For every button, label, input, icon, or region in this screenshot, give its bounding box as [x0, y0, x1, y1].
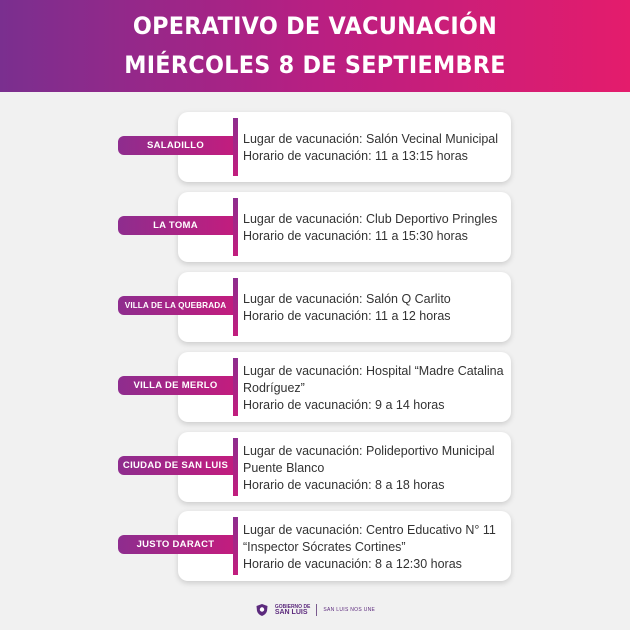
page-title: OPERATIVO DE VACUNACIÓN — [132, 12, 498, 40]
entry-details — [243, 363, 505, 414]
accent-bar — [233, 438, 238, 496]
horario-line: Horario de vacunación: 9 a 14 horas — [243, 398, 445, 412]
vaccination-entry — [0, 432, 630, 502]
horario-line: Horario de vacunación: 11 a 15:30 horas — [243, 229, 468, 243]
entry-details — [243, 211, 505, 245]
horario-line: Horario de vacunación: 11 a 12 horas — [243, 309, 451, 323]
footer-divider — [316, 604, 317, 616]
lugar-line: Lugar de vacunación: Centro Educativo N° 11 — [243, 523, 496, 537]
vaccination-entry — [0, 192, 630, 262]
vaccination-entry — [0, 272, 630, 342]
entry-details — [243, 522, 505, 573]
footer-tagline: SAN LUIS NOS UNE — [323, 606, 376, 613]
location-tab: SALADILLO — [118, 136, 233, 155]
lugar-line: Lugar de vacunación: Hospital “Madre Catalina — [243, 364, 504, 378]
vaccination-entry — [0, 511, 630, 581]
vaccination-entry — [0, 112, 630, 182]
location-tab: CIUDAD DE SAN LUIS — [118, 456, 233, 475]
accent-bar — [233, 358, 238, 416]
horario-line: Horario de vacunación: 8 a 12:30 horas — [243, 557, 462, 571]
vaccination-entry — [0, 352, 630, 422]
lugar-line: “Inspector Sócrates Cortines” — [243, 540, 406, 554]
logo-bottom-text: SAN LUIS — [274, 608, 308, 616]
lugar-line: Lugar de vacunación: Salón Q Carlito — [243, 292, 451, 306]
location-tab: LA TOMA — [118, 216, 233, 235]
accent-bar — [233, 278, 238, 336]
header-banner — [0, 0, 630, 92]
accent-bar — [233, 198, 238, 256]
horario-line: Horario de vacunación: 11 a 13:15 horas — [243, 149, 468, 163]
page-subtitle: MIÉRCOLES 8 DE SEPTIEMBRE — [124, 51, 506, 79]
footer-logo — [0, 597, 630, 622]
entry-details — [243, 443, 505, 494]
location-tab: VILLA DE MERLO — [118, 376, 233, 395]
lugar-line: Lugar de vacunación: Polideportivo Municipal — [243, 444, 495, 458]
lugar-line: Rodríguez” — [243, 381, 305, 395]
lugar-line: Lugar de vacunación: Salón Vecinal Municipal — [243, 132, 499, 146]
entry-details — [243, 291, 505, 325]
accent-bar — [233, 118, 238, 176]
location-tab: JUSTO DARACT — [118, 535, 233, 554]
shield-icon — [255, 603, 269, 617]
lugar-line: Puente Blanco — [243, 461, 325, 475]
horario-line: Horario de vacunación: 8 a 18 horas — [243, 478, 445, 492]
entry-details — [243, 131, 505, 165]
government-logo-text — [275, 604, 311, 616]
location-tab: VILLA DE LA QUEBRADA — [118, 296, 233, 315]
accent-bar — [233, 517, 238, 575]
lugar-line: Lugar de vacunación: Club Deportivo Pringles — [243, 212, 498, 226]
logo-top-text: GOBIERNO DE — [274, 603, 311, 610]
